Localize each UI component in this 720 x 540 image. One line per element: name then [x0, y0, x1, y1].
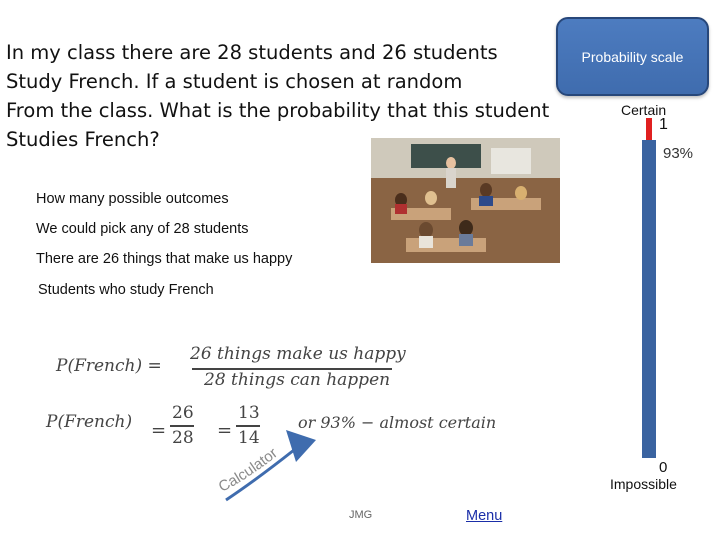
formula1-denominator: 28 things can happen: [204, 370, 391, 390]
probability-scale: [632, 118, 672, 458]
formula2-den2: 14: [238, 428, 260, 448]
formula2-den1: 28: [172, 428, 194, 448]
scale-marker-label: 93%: [663, 145, 694, 162]
formula2-eq2: =: [217, 420, 233, 441]
formula2-bar2: [236, 425, 260, 427]
probability-scale-button[interactable]: Probability scale: [556, 17, 709, 96]
question-text: [6, 38, 566, 154]
formula2-bar1: [170, 425, 194, 427]
formula2-eq1: =: [151, 420, 167, 441]
scale-certain-label: Certain: [621, 102, 667, 118]
prompt-french: Students who study French: [38, 282, 214, 298]
calculator-arrow-icon[interactable]: [216, 430, 316, 505]
formula1-numerator: 26 things make us happy: [190, 344, 406, 364]
calculator-label: Calculator: [216, 444, 281, 496]
formula2-lhs: P(French): [46, 412, 133, 432]
scale-bar: [642, 140, 656, 458]
scale-bottom-value: 0: [659, 459, 668, 476]
prompt-happy: There are 26 things that make us happy: [36, 251, 293, 267]
formula2-tail: or 93% − almost certain: [298, 413, 497, 432]
question-line-3: From the class. What is the probability that this student: [6, 99, 550, 122]
menu-link[interactable]: Menu: [466, 508, 503, 524]
formula2-num1: 26: [172, 403, 194, 423]
question-line-1: In my class there are 28 students and 26 students: [6, 41, 498, 64]
question-line-4: Studies French?: [6, 128, 160, 151]
question-line-2: Study French. If a student is chosen at random: [6, 70, 463, 93]
scale-marker: [646, 118, 652, 140]
formula1-lhs: P(French) =: [56, 356, 162, 376]
scale-top-value: 1: [659, 116, 668, 133]
classroom-illustration: [371, 138, 560, 263]
formula2-num2: 13: [238, 403, 260, 423]
prompt-pick: We could pick any of 28 students: [36, 221, 249, 237]
classroom-photo: [371, 138, 560, 263]
prompt-outcomes: How many possible outcomes: [36, 191, 229, 207]
author-initials: JMG: [349, 509, 373, 521]
scale-impossible-label: Impossible: [610, 476, 677, 492]
